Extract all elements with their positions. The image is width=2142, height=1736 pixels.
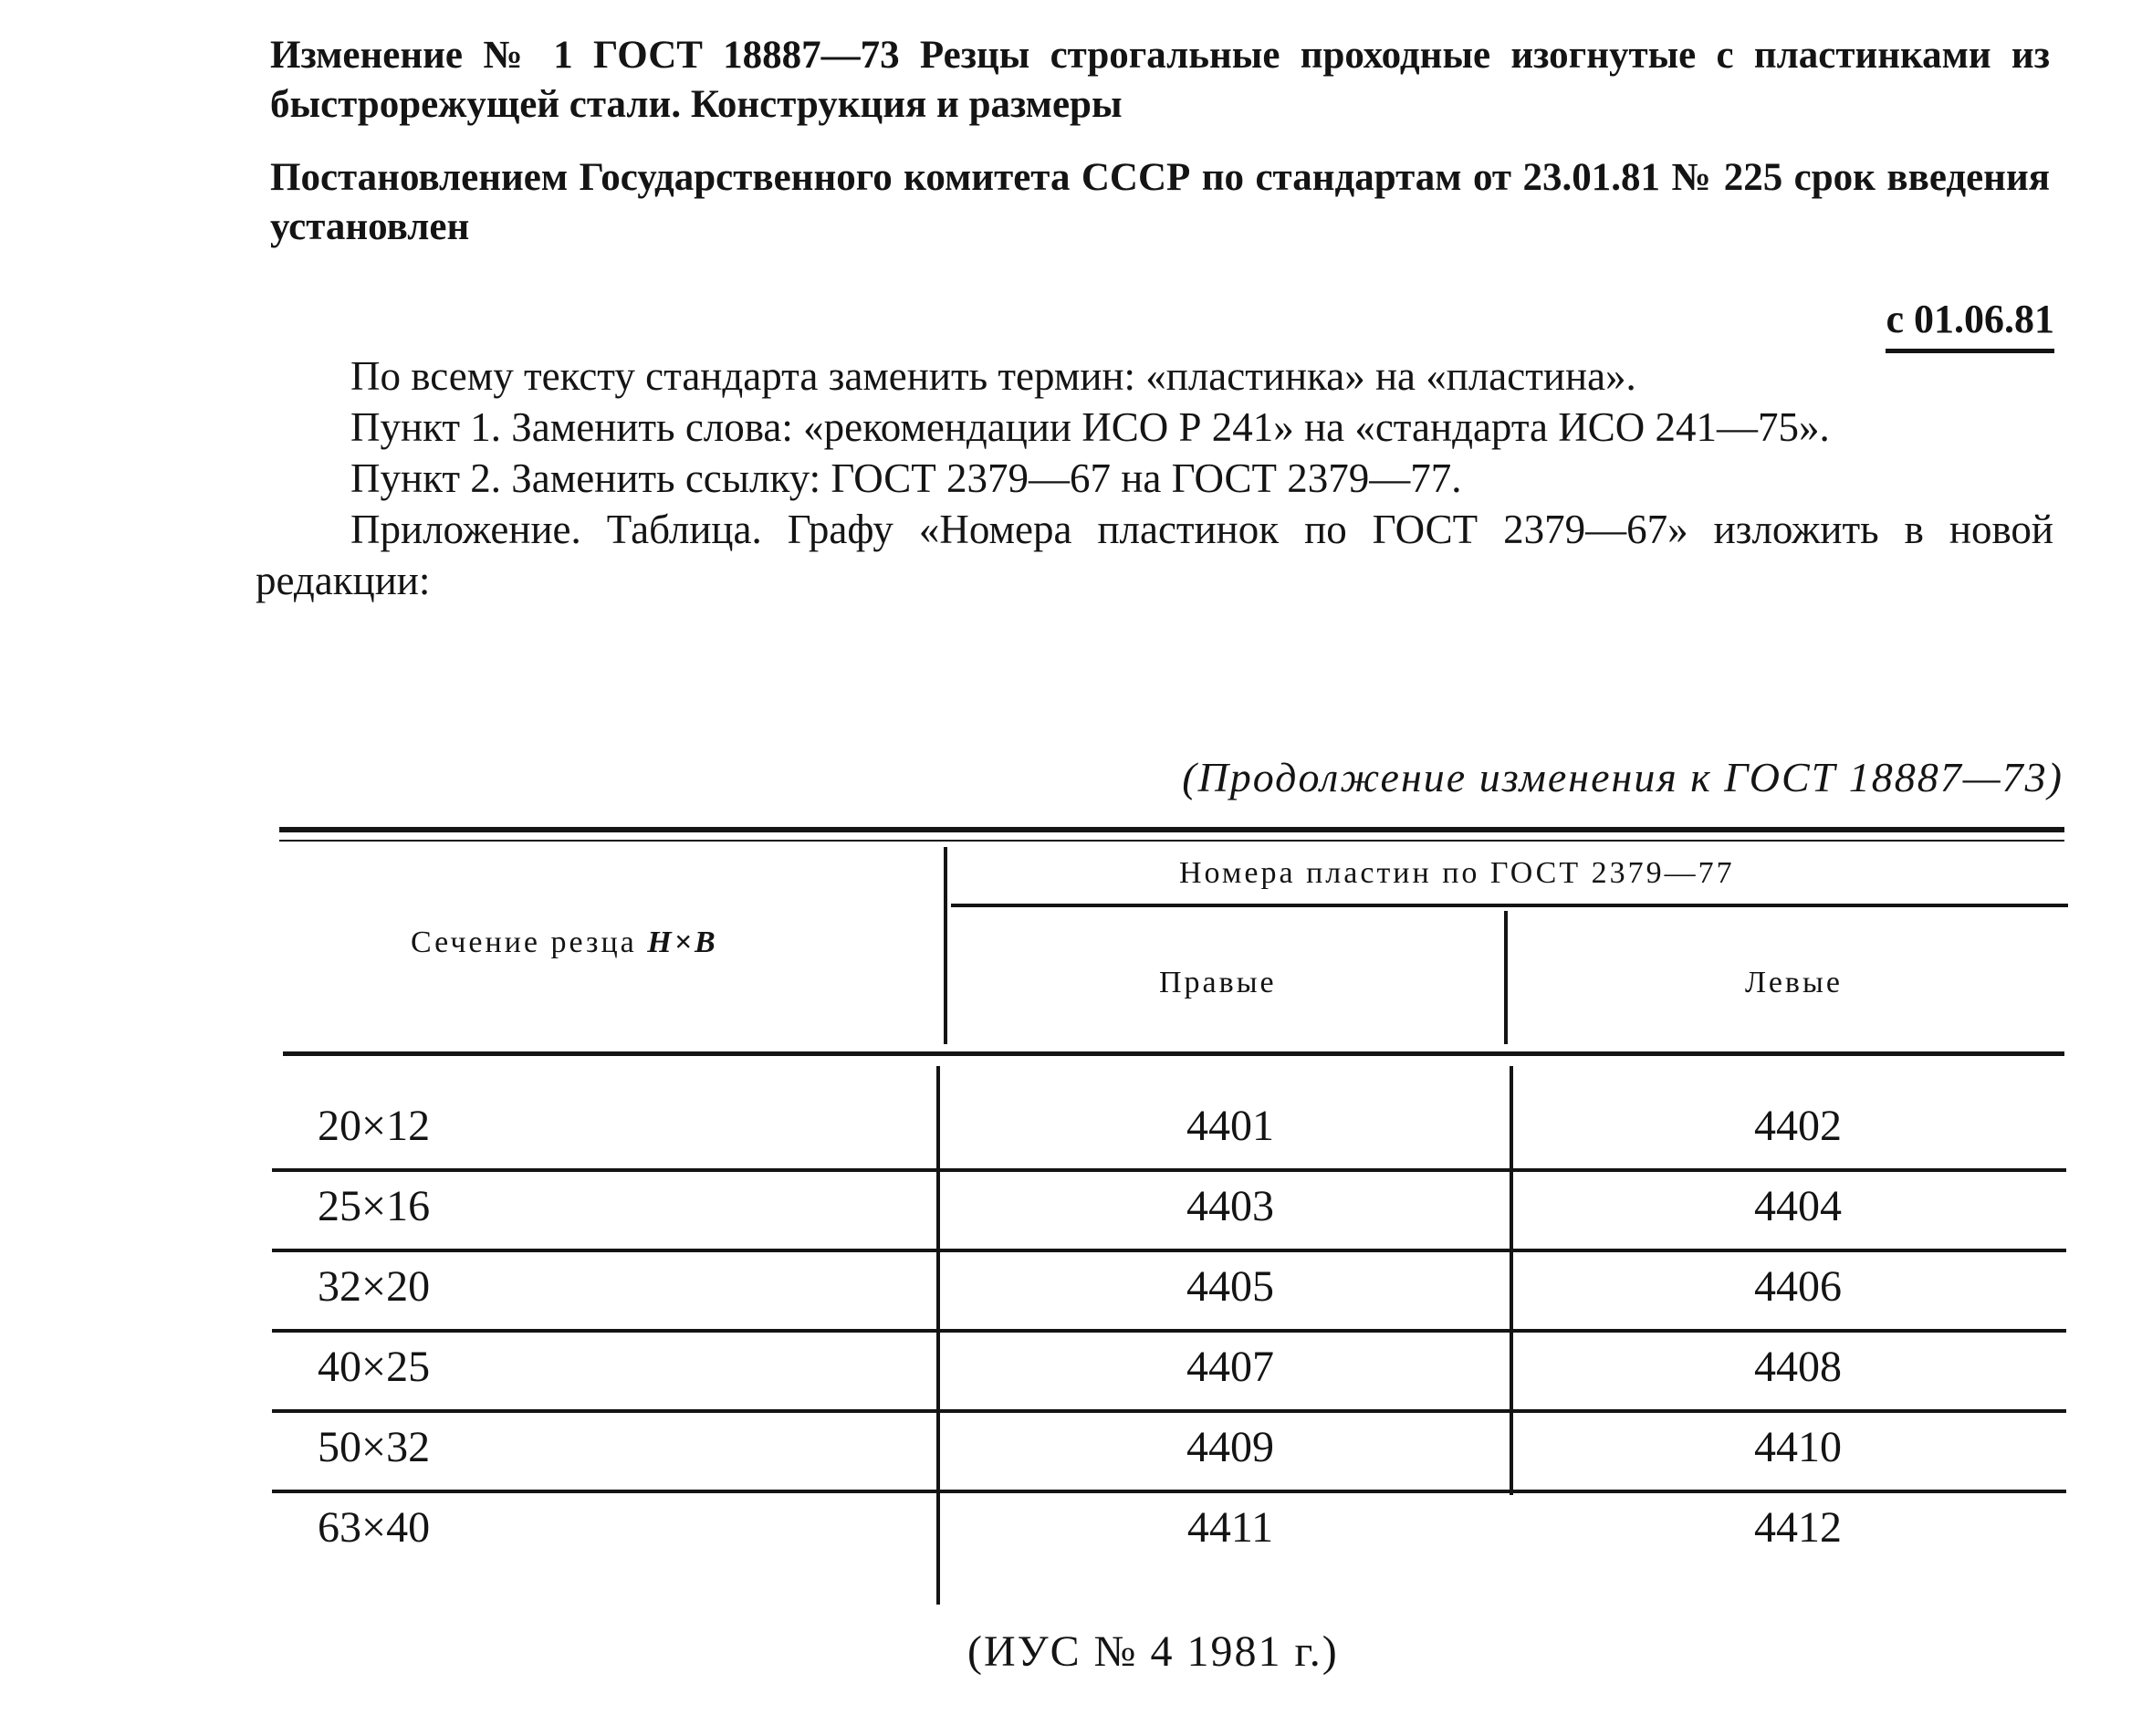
cell-section: 25×16	[318, 1182, 431, 1230]
amendment-body	[256, 350, 2053, 606]
header-subdivider	[1504, 911, 1508, 1044]
column-header-section-formula: H×B	[647, 926, 718, 959]
amendment-header	[270, 31, 2050, 252]
cell-right-plate: 4407	[1186, 1343, 1274, 1391]
footer-reference: (ИУС № 4 1981 г.)	[967, 1627, 1339, 1676]
cell-section: 32×20	[318, 1262, 431, 1311]
row-divider	[272, 1490, 2066, 1493]
cell-section: 50×32	[318, 1423, 431, 1471]
paragraph-term-replacement: По всему тексту стандарта заменить термин: «пластинка» на «пластина».	[350, 353, 1636, 399]
cell-right-plate: 4411	[1186, 1503, 1274, 1552]
cell-left-plate: 4408	[1754, 1343, 1842, 1391]
cell-left-plate: 4406	[1754, 1262, 1842, 1311]
header-divider	[944, 847, 947, 1044]
column-header-section	[411, 926, 718, 960]
column-header-section-label: Сечение резца	[411, 926, 648, 959]
continuation-note: (Продолжение изменения к ГОСТ 18887—73)	[1182, 754, 2064, 800]
paragraph-point-2: Пункт 2. Заменить ссылку: ГОСТ 2379—67 на ГОСТ 2379—77.	[350, 455, 1462, 501]
cell-right-plate: 4405	[1186, 1262, 1274, 1311]
cell-right-plate: 4403	[1186, 1182, 1274, 1230]
group-header-plates: Номера пластин по ГОСТ 2379—77	[1179, 856, 1735, 890]
paragraph-point-1: Пункт 1. Заменить слова: «рекомендации ИСО Р 241» на «стандарта ИСО 241—75».	[350, 404, 1830, 450]
table-top-rule	[279, 827, 2064, 832]
group-header-rule	[951, 904, 2068, 907]
cell-left-plate: 4410	[1754, 1423, 1842, 1471]
column-header-right: Правые	[1159, 966, 1277, 999]
column-header-left: Левые	[1745, 966, 1843, 999]
cell-left-plate: 4402	[1754, 1102, 1842, 1150]
cell-right-plate: 4401	[1186, 1102, 1274, 1150]
row-divider	[272, 1249, 2066, 1252]
plates-table	[272, 827, 2070, 1612]
decree-text: Постановлением Государственного комитета СССР по стандартам от 23.01.81 № 225 срок введения установлен	[270, 156, 2050, 248]
cell-left-plate: 4412	[1754, 1503, 1842, 1552]
cell-section: 40×25	[318, 1343, 431, 1391]
body-divider	[936, 1066, 940, 1605]
row-divider	[272, 1329, 2066, 1333]
cell-section: 63×40	[318, 1503, 431, 1552]
cell-section: 20×12	[318, 1102, 431, 1150]
amendment-title: Изменение № 1 ГОСТ 18887—73 Резцы строгальные проходные изогнутые с пластинками из быстрорежущей стали. Конструкция и размеры	[270, 34, 2050, 126]
row-divider	[272, 1168, 2066, 1172]
cell-right-plate: 4409	[1186, 1423, 1274, 1471]
effective-date: с 01.06.81	[1886, 294, 2054, 353]
paragraph-appendix: Приложение. Таблица. Графу «Номера пластинок по ГОСТ 2379—67» изложить в новой редакции:	[256, 507, 2053, 603]
cell-left-plate: 4404	[1754, 1182, 1842, 1230]
table-header-rule	[283, 1051, 2064, 1056]
table-top-rule-thin	[279, 840, 2064, 842]
row-divider	[272, 1409, 2066, 1413]
body-subdivider	[1510, 1066, 1513, 1495]
